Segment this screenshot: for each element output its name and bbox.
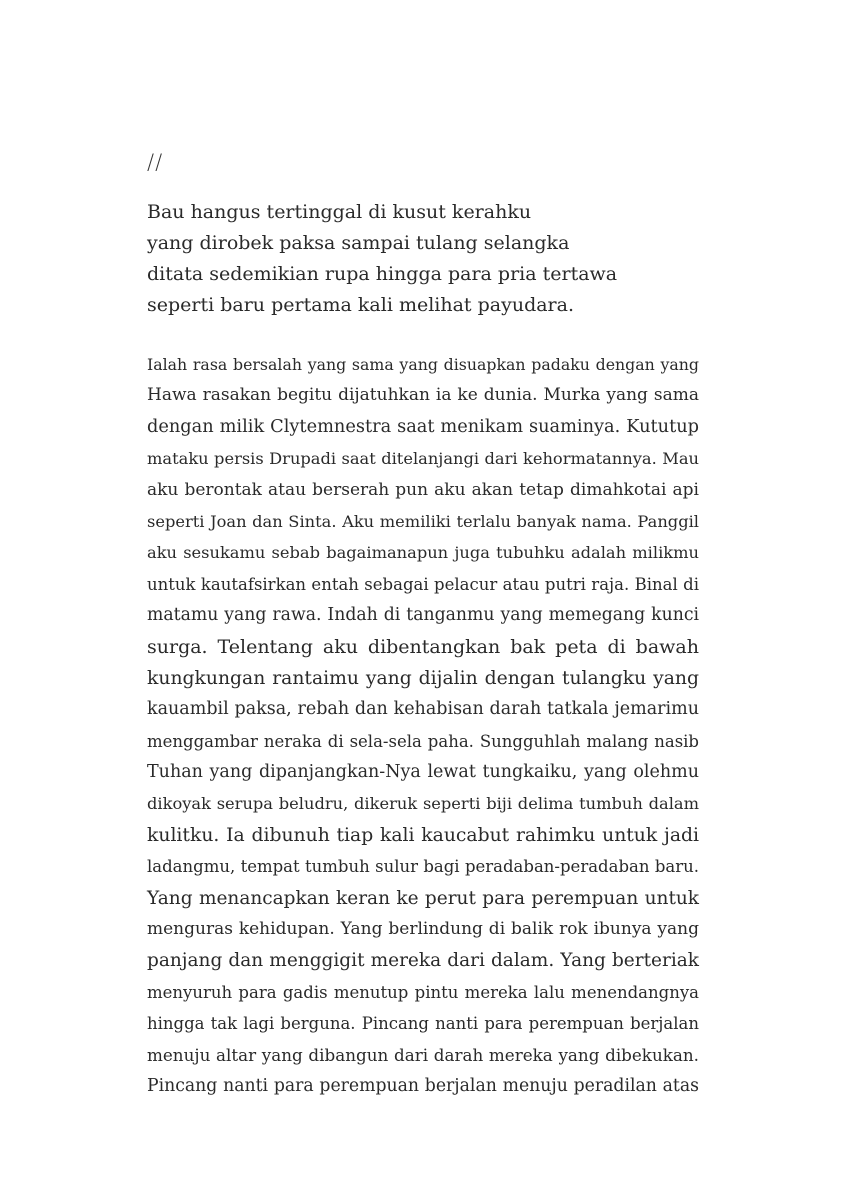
prose-line: kungkungan rantaimu yang dijalin dengan tulangku yang <box>147 667 699 689</box>
prose-line: kulitku. Ia dibunuh tiap kali kaucabut rahimku untuk jadi <box>147 824 699 846</box>
prose-line: menggambar neraka di sela-sela paha. Sungguhlah malang nasib <box>147 731 699 751</box>
prose-line: mataku persis Drupadi saat ditelanjangi dari kehormatannya. Mau <box>147 449 699 469</box>
prose-line: dengan milik Clytemnestra saat menikam suaminya. Kututup <box>147 416 699 437</box>
prose-line: menuju altar yang dibangun dari darah mereka yang dibekukan. <box>147 1044 699 1065</box>
prose-paragraph <box>147 349 699 1102</box>
prose-line: Hawa rasakan begitu dijatuhkan ia ke dunia. Murka yang sama <box>147 385 699 406</box>
prose-line: menyuruh para gadis menutup pintu mereka lalu menendangnya <box>147 982 699 1002</box>
prose-line: hingga tak lagi berguna. Pincang nanti para perempuan berjalan <box>147 1014 699 1034</box>
section-marker: // <box>147 150 164 174</box>
prose-line: panjang dan menggigit mereka dari dalam. Yang berteriak <box>147 950 699 972</box>
prose-line: ladangmu, tempat tumbuh sulur bagi peradaban-peradaban baru. <box>147 857 699 877</box>
stanza-line: yang dirobek paksa sampai tulang selangka <box>147 232 570 254</box>
prose-line: aku berontak atau berserah pun aku akan tetap dimahkotai api <box>147 479 699 500</box>
prose-line: Pincang nanti para perempuan berjalan menuju peradilan atas <box>147 1075 699 1096</box>
poem-stanza <box>147 197 707 321</box>
prose-line: Yang menancapkan keran ke perut para perempuan untuk <box>147 887 699 909</box>
prose-line: untuk kautafsirkan entah sebagai pelacur atau putri raja. Binal di <box>147 574 699 594</box>
stanza-line: seperti baru pertama kali melihat payudara. <box>147 294 575 316</box>
prose-line: seperti Joan dan Sinta. Aku memiliki terlalu banyak nama. Panggil <box>147 511 699 531</box>
stanza-line: ditata sedemikian rupa hingga para pria tertawa <box>147 263 618 285</box>
prose-line: kauambil paksa, rebah dan kehabisan darah tatkala jemarimu <box>147 699 699 720</box>
prose-line: surga. Telentang aku dibentangkan bak peta di bawah <box>147 635 699 658</box>
prose-line: Tuhan yang dipanjangkan-Nya lewat tungkaiku, yang olehmu <box>147 762 699 783</box>
prose-line: menguras kehidupan. Yang berlindung di balik rok ibunya yang <box>147 919 699 940</box>
prose-line: Ialah rasa bersalah yang sama yang disuapkan padaku dengan yang <box>147 355 699 374</box>
prose-line: matamu yang rawa. Indah di tanganmu yang memegang kunci <box>147 605 699 626</box>
prose-line: aku sesukamu sebab bagaimanapun juga tubuhku adalah milikmu <box>147 543 699 563</box>
prose-line: dikoyak serupa beludru, dikeruk seperti biji delima tumbuh dalam <box>147 794 699 814</box>
stanza-line: Bau hangus tertinggal di kusut kerahku <box>147 201 532 223</box>
